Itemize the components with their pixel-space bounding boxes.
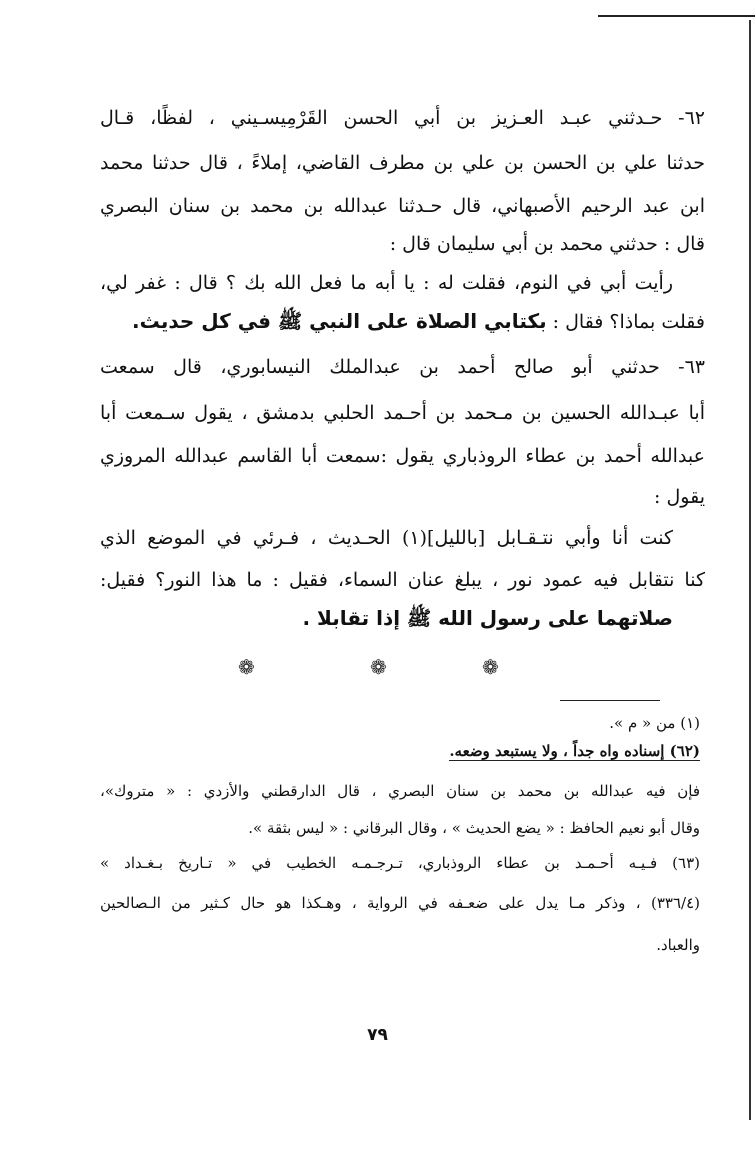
top-rule	[598, 15, 755, 17]
hadith-62-line-6	[100, 306, 705, 337]
hadith-63-line-5: كنت أنا وأبي نتـقـابل [بالليل](١) الحـديث ، فـرئي في الموضع الذي	[100, 527, 673, 549]
ornament-separator	[230, 655, 510, 685]
footnote-62-heading-text: (٦٢) إسناده واه جداً ، ولا يستبعد وضعه.	[449, 742, 700, 760]
hadith-63-line-1: ٦٣- حدثني أبو صالح أحمد بن عبدالملك النيسابوري، قال سمعت	[100, 356, 705, 378]
hadith-63-line-3: عبدالله أحمد بن عطاء الروذباري يقول :سمعت أبا القاسم عبدالله المروزي	[100, 445, 705, 467]
flower-ornament-icon: ❁	[238, 655, 255, 679]
hadith-62-line-4: قال : حدثني محمد بن أبي سليمان قال :	[389, 233, 705, 255]
hadith-62-line-6-prefix: فقلت بماذا؟ فقال :	[546, 311, 705, 333]
page-edge	[749, 20, 751, 1120]
hadith-63-line-4: يقول :	[654, 486, 705, 508]
footnote-62-line-3: وقال أبو نعيم الحافظ : « يضع الحديث » ، وقال البرقاني : « ليس بثقة ».	[248, 819, 700, 837]
footnote-1	[100, 710, 700, 736]
flower-ornament-icon: ❁	[370, 655, 387, 679]
hadith-63-emphasis: صلاتهما على رسول الله ﷺ إذا تقابلا .	[302, 606, 673, 630]
hadith-63-line-2: أبا عبـدالله الحسين بن مـحمد بن أحـمد الحلبي بدمشق ، يقول سـمعت أبا	[100, 402, 705, 424]
footnote-63-line-3: والعباد.	[656, 936, 700, 954]
footnote-1-text: (١) من « م ».	[609, 714, 700, 732]
page-number: ٧٩	[367, 1025, 388, 1045]
hadith-62-line-3: ابن عبد الرحيم الأصبهاني، قال حـدثنا عبدالله بن محمد بن سنان البصري	[100, 195, 705, 217]
hadith-62-line-2: حدثنا علي بن الحسن بن علي بن مطرف القاضي، إملاءً ، قال حدثنا محمد	[100, 152, 705, 174]
hadith-62-line-5: رأيت أبي في النوم، فقلت له : يا أبه ما فعل الله بك ؟ قال : غفر لي،	[100, 272, 673, 294]
footnote-rule	[560, 700, 660, 701]
flower-ornament-icon: ❁	[482, 655, 499, 679]
hadith-63-line-7	[100, 603, 705, 634]
footnote-62-line-2: فإن فيه عبدالله بن محمد بن سنان البصري ، قال الدارقطني والأزدي : « متروك»،	[100, 782, 700, 800]
footnote-63-line-1: (٦٣) فـيـه أحـمـد بن عطاء الروذباري، تـرجـمـه الخطيب في « تـاريخ بـغـداد »	[100, 854, 700, 872]
hadith-62-emphasis: بكتابي الصلاة على النبي ﷺ في كل حديث.	[132, 309, 547, 333]
hadith-63-line-6: كنا نتقابل فيه عمود نور ، يبلغ عنان السماء، فقيل : ما هذا النور؟ فقيل:	[100, 569, 705, 591]
footnote-62-heading	[100, 738, 700, 764]
footnote-63-line-2: (٣٣٦/٤) ، وذكر مـا يدل على ضعـفه في الرواية ، وهـكذا هو حال كـثير من الـصالحين	[100, 894, 700, 912]
hadith-62-line-1: ٦٢- حـدثني عبـد العـزيز بن أبي الحسن القَرْمِيسـيني ، لفظًا، قـال	[100, 107, 705, 129]
